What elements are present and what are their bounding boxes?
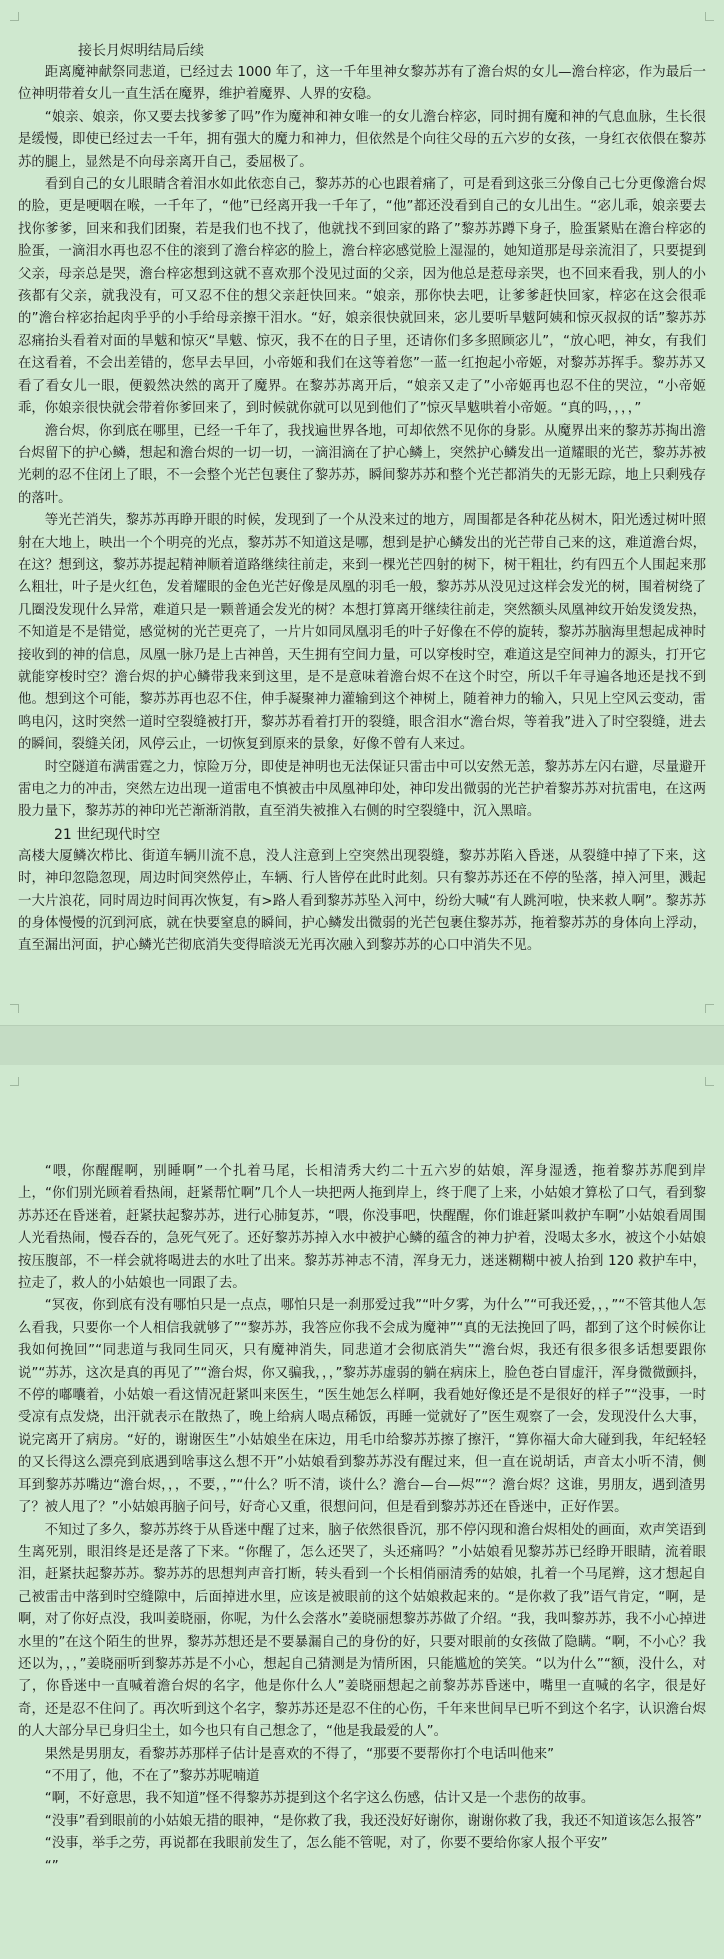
paragraph: 澹台烬，你到底在哪里，已经一千年了，我找遍世界各地，可却依然不见你的身影。从魔界出来的黎苏苏掏出澹台烬留下的护心鳞，想起和澹台烬的一切一切，一滴泪滴在了护心鳞上，突然护心鳞发出一道耀眼的光芒，黎苏苏被光刺的忍不住闭上了眼，不一会整个光芒包裹住了黎苏苏，瞬间黎苏苏和整个光芒都消失的无影无踪，地上只剩残存的落叶。 xyxy=(18,423,706,506)
paragraph: 看到自己的女儿眼睛含着泪水如此依恋自己，黎苏苏的心也跟着痛了，可是看到这张三分像自己七分更像澹台烬的脸，更是哽咽在喉，一千年了，“他”已经离开我一千年了，“他”都还没看到自己的女儿出生。“宓儿乖，娘亲要去找你爹爹，回来和我们团聚，若是我们也不找了，他就找不到回家的路了”黎苏苏蹲下身子，脸蛋紧贴在澹台梓宓的脸蛋，一滴泪水再也忍不住的滚到了澹台梓宓的脸上，澹台梓宓感觉脸上湿湿的，她知道那是母亲流泪了，只要提到父亲，母亲总是哭，澹台梓宓想到这就不喜欢那个没见过面的父亲，因为他总是惹母亲哭，也不回来看我，别人的小孩都有父亲，就我没有，可又忍不住的想父亲赶快回来。“娘亲，那你快去吧，让爹爹赶快回家，梓宓在这会很乖的”澹台梓宓抬起肉乎乎的小手给母亲擦干泪水。“好，娘亲很快就回来，宓儿要听旱魃阿姨和惊灭叔叔的话”黎苏苏忍痛抬头看着对面的旱魃和惊灭“旱魃、惊灭，我不在的日子里，还请你们多多照顾宓儿”，“放心吧，神女，有我们在这看着，不会出差错的，您早去早回，小帝姬和我们在这等着您”一蓝一红抱起小帝姬，对黎苏苏挥手。黎苏苏又看了看女儿一眼，便毅然决然的离开了魔界。在黎苏苏离开后，“娘亲又走了”小帝姬再也忍不住的哭泣，“小帝姬乖，你娘亲很快就会带着你爹回来了，到时候就你就可以见到他们了”惊灭旱魃哄着小帝姬。“真的吗，，，，” xyxy=(18,177,706,417)
paragraph: 时空隧道布满雷霆之力，惊险万分，即使是神明也无法保证只雷击中可以安然无恙，黎苏苏左闪右避，尽量避开雷电之力的冲击，突然左边出现一道雷电不慎被击中凤凰神印处，神印发出微弱的光芒护着黎苏苏对抗雷电，在这两股力量下，黎苏苏的神印光芒渐渐消散，直至消失被推入右侧的时空裂缝中，沉入黑暗。 xyxy=(18,759,706,820)
document-page-2 xyxy=(0,1065,724,1959)
paragraph: 距离魔神献祭同悲道，已经过去 1000 年了，这一千年里神女黎苏苏有了澹台烬的女儿—澹台梓宓，作为最后一位神明带着女儿一直生活在魔界，维护着魔界、人界的安稳。 xyxy=(18,65,706,103)
paragraph: “啊，不好意思，我不知道”怪不得黎苏苏提到这个名字这么伤感，估计又是一个悲伤的故事。 xyxy=(44,1791,595,1807)
margin-corner-mark xyxy=(10,1077,19,1086)
margin-corner-mark xyxy=(10,1004,19,1013)
paragraph: “娘亲、娘亲，你又要去找爹爹了吗”作为魔神和神女唯一的女儿澹台梓宓，同时拥有魔和神的气息血脉，生长很是缓慢，即使已经过去一千年，拥有强大的魔力和神力，但依然是个向往父母的五六岁的女孩，一身红衣依偎在黎苏苏的腿上，显然是不向母亲离开自己，委屈极了。 xyxy=(18,109,706,170)
paragraph: “不用了，他，不在了”黎苏苏呢喃道 xyxy=(44,1768,260,1784)
paragraph: “没事”看到眼前的小姑娘无措的眼神，“是你救了我，我还没好好谢你，谢谢你救了我，我还不知道该怎么报答” xyxy=(44,1813,702,1829)
margin-corner-mark xyxy=(705,12,714,21)
paragraph: 不知过了多久，黎苏苏终于从昏迷中醒了过来，脑子依然很昏沉，那不停闪现和澹台烬相处的画面，欢声笑语到生离死别，眼泪终是还是落了下来。“你醒了，怎么还哭了，头还痛吗？”小姑娘看见黎苏苏已经睁开眼睛，流着眼泪，赶紧扶起黎苏苏。黎苏苏的思想判声音打断，转头看到一个长相俏丽清秀的姑娘，扎着一个马尾辫，这才想起自己被雷击中落到时空缝隙中，后面掉进水里，应该是被眼前的这个姑娘救起来的。“是你救了我”语气肯定，“啊，是啊，对了你好点没，我叫姜晓丽，你呢，为什么会落水”姜晓丽想黎苏苏做了介绍。“我，我叫黎苏苏，我不小心掉进水里的”在这个陌生的世界，黎苏苏想还是不要暴漏自己的身份的好，只要对眼前的女孩做了隐瞒。“啊，不小心？我还以为，，，”姜晓丽听到黎苏苏是不小心，想起自己猜测是为情所困，只能尴尬的笑笑。“以为什么”“额，没什么，对了，你昏迷中一直喊着澹台烬的名字，他是你什么人”姜晓丽想起之前黎苏苏昏迷中，嘴里一直喊的名字，很是好奇，还是忍不住问了。再次听到这个名字，黎苏苏还是忍不住的心伤，千年来世间早已听不到这个名字，认识澹台烬的人大部分早已身归尘土，如今也只有自己想念了，“他是我最爱的人”。 xyxy=(18,1522,706,1740)
paragraph: “没事，举手之劳，再说都在我眼前发生了，怎么能不管呢，对了，你要不要给你家人报个平安” xyxy=(44,1836,608,1852)
margin-corner-mark xyxy=(705,1004,714,1013)
page-break xyxy=(0,1025,724,1067)
paragraph: 等光芒消失，黎苏苏再睁开眼的时候，发现到了一个从没来过的地方，周围都是各种花丛树木，阳光透过树叶照射在大地上，映出一个个明亮的光点，黎苏苏不知道这是哪，想到是护心鳞发出的光芒带自己来的这，难道澹台烬，在这？想到这，黎苏苏提起精神顺着道路继续往前走，来到一棵光芒四射的树下，树干粗壮，约有四五个人围起来那么粗壮，叶子是火红色，发着耀眼的金色光芒好像是凤凰的羽毛一般，黎苏苏从没见过这样会发光的树，围着树绕了几圈没发现什么异常，难道只是一颗普通会发光的树？本想打算离开继续往前走，突然额头凤凰神纹开始发烫发热，不知道是不是错觉，感觉树的光芒更亮了，一片片如同凤凰羽毛的叶子好像在不停的旋转，黎苏苏脑海里想起成神时接收到的神的信息，凤凰一脉乃是上古神兽，天生拥有空间力量，可以穿梭时空，难道这是空间神力的源头，打开它就能穿梭时空？澹台烬的护心鳞带我来到这里，是不是意味着澹台烬不在这个时空，所以千年寻遍各地还是找不到他。想到这个可能，黎苏苏再也忍不住，伸手凝聚神力灌输到这个神树上，随着神力的输入，只见上空风云变动，雷鸣电闪，这时突然一道时空裂缝被打开，黎苏苏看着打开的裂缝，眼含泪水“澹台烬，等着我”进入了时空裂缝，进去的瞬间，裂缝关闭，风停云止，一切恢复到原来的景象，好像不曾有人来过。 xyxy=(18,513,706,753)
margin-corner-mark xyxy=(10,12,19,21)
paragraph: “” xyxy=(44,1858,59,1874)
paragraph: 高楼大厦鳞次栉比、街道车辆川流不息，没人注意到上空突然出现裂缝，黎苏苏陷入昏迷，从裂缝中掉了下来，这时，神印忽隐忽现，周边时间突然停止，车辆、行人皆停在此时此刻。只有黎苏苏还在不停的坠落，掉入河里，溅起一大片浪花，同时周边时间再次恢复，有>路人看到黎苏苏坠入河中，纷纷大喊“有人跳河啦，快来救人啊”。黎苏苏的身体慢慢的沉到河底，就在快要窒息的瞬间，护心鳞发出微弱的光芒包裹住黎苏苏，拖着黎苏苏的身体向上浮动，直至漏出河面，护心鳞光芒彻底消失变得暗淡无光再次融入到黎苏苏的心口中消失不见。 xyxy=(18,848,706,954)
document-title: 接长月烬明结局后续 xyxy=(78,43,204,59)
paragraph: 果然是男朋友，看黎苏苏那样子估计是喜欢的不得了，“那要不要帮你打个电话叫他来” xyxy=(44,1746,555,1762)
paragraph: “喂，你醒醒啊，别睡啊”一个扎着马尾，长相清秀大约二十五六岁的姑娘，浑身湿透，拖着黎苏苏爬到岸上，“你们别光顾着看热闹，赶紧帮忙啊”几个人一块把两人拖到岸上，终于爬了上来，小姑娘才算松了口气，看到黎苏苏还在昏迷着，赶紧扶起黎苏苏，进行心肺复苏，“喂，你没事吧，快醒醒，你们谁赶紧叫救护车啊”小姑娘看周围人光看热闹，慢吞吞的，急死气死了。还好黎苏苏掉入水中被护心鳞的蕴含的神力护着，没喝太多水，被这个小姑娘按压腹部，不一样会就将喝进去的水吐了出来。黎苏苏神志不清，浑身无力，迷迷糊糊中被人抬到 120 救护车中，拉走了，救人的小姑娘也一同跟了去。 xyxy=(18,1164,706,1292)
section-subtitle: 21 世纪现代时空 xyxy=(54,826,161,843)
margin-corner-mark xyxy=(705,1077,714,1086)
paragraph: “冥夜，你到底有没有哪怕只是一点点，哪怕只是一刹那爱过我”“叶夕雾，为什么”“可我还爱，，，”“不管其他人怎么看我，只要你一个人相信我就够了”“黎苏苏，我答应你我不会成为魔神”“真的无法挽回了吗，都到了这个时候你让我如何挽回”“同悲道与我同生同灭，只有魔神消失，同悲道才会彻底消失”“澹台烬，我还有很多很多话想要跟你说”“苏苏，这次是真的再见了”“澹台烬，你又骗我，，，”黎苏苏虚弱的躺在病床上，脸色苍白冒虚汗，浑身微微颤抖，不停的嘟囔着，小姑娘一看这情况赶紧叫来医生，“医生她怎么样啊，我看她好像还是不是很好的样子”“没事，一时受凉有点发烧，出汗就表示在散热了，晚上给病人喝点稀饭，再睡一觉就好了”医生观察了一会，发现没什么大事，说完离开了病房。“好的，谢谢医生”小姑娘坐在床边，用毛巾给黎苏苏擦了擦汗，“算你福大命大碰到我，年纪轻轻的又长得这么漂亮到底遇到啥事这么想不开”小姑娘看到黎苏苏没有醒过来，但一直在说胡话，声音太小听不清，侧耳到黎苏苏嘴边“澹台烬，，，不要，，”“什么？听不清，谈什么？澹台—台—烬”“？澹台烬？这谁，男朋友，遇到渣男了？被人甩了？”小姑娘再脑子问号，好奇心又重，很想问问，但是看到黎苏苏还在昏迷中，正好作罢。 xyxy=(18,1298,706,1516)
